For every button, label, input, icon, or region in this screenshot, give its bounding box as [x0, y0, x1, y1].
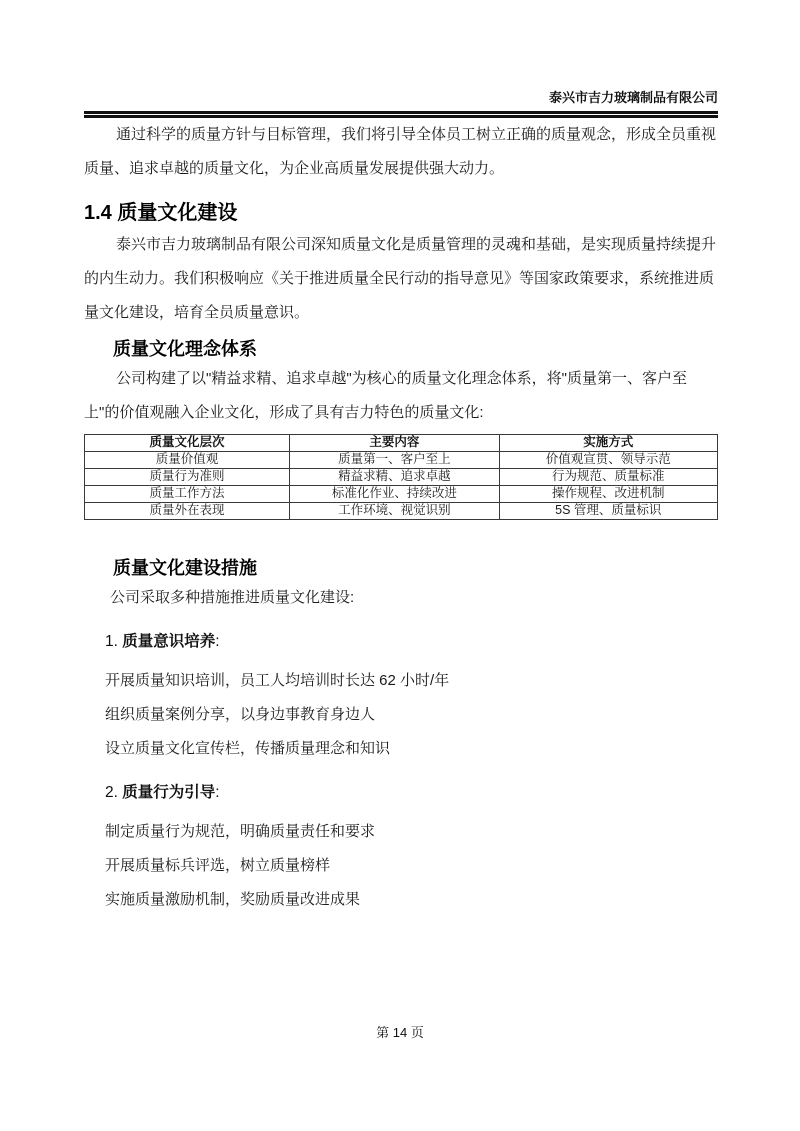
table-cell: 行为规范、质量标准 — [499, 468, 717, 485]
table-header-cell: 质量文化层次 — [85, 434, 290, 451]
table-cell: 标准化作业、持续改进 — [290, 485, 500, 502]
measure-item-colon: : — [215, 632, 220, 650]
measure-points-1 — [84, 664, 718, 766]
subsection-heading-concept: 质量文化理念体系 — [113, 338, 257, 359]
table-header-cell: 主要内容 — [290, 434, 500, 451]
table-row — [85, 451, 718, 468]
concept-table — [84, 434, 718, 520]
table-cell: 价值观宣贯、领导示范 — [499, 451, 717, 468]
company-name: 泰兴市吉力玻璃制品有限公司 — [548, 90, 718, 105]
section-lead-paragraph: 泰兴市吉力玻璃制品有限公司深知质量文化是质量管理的灵魂和基础，是实现质量持续提升的内生动力。我们积极响应《关于推进质量全民行动的指导意见》等国家政策要求，系统推进质量文化建设，培育全员质量意识。 — [84, 235, 717, 321]
intro-paragraph: 通过科学的质量方针与目标管理，我们将引导全体员工树立正确的质量观念，形成全员重视质量、追求卓越的质量文化，为企业高质量发展提供强大动力。 — [84, 125, 717, 177]
document-header — [84, 0, 718, 118]
measure-item-heading-1 — [84, 630, 718, 654]
section-heading: 1.4 质量文化建设 — [84, 201, 238, 224]
table-cell: 质量行为准则 — [85, 468, 290, 485]
table-cell: 5S 管理、质量标识 — [499, 502, 717, 519]
table-cell: 质量价值观 — [85, 451, 290, 468]
table-cell: 操作规程、改进机制 — [499, 485, 717, 502]
measure-item-heading-2 — [84, 781, 718, 805]
measure-item-title: 质量行为引导 — [122, 783, 216, 801]
measure-item-number: 1. — [105, 632, 118, 650]
measure-item-number: 2. — [105, 783, 118, 801]
table-header-cell: 实施方式 — [499, 434, 717, 451]
page-footer — [0, 1022, 800, 1041]
concept-paragraph: 公司构建了以"精益求精、追求卓越"为核心的质量文化理念体系，将"质量第一、客户至上"的价值观融入企业文化，形成了具有吉力特色的质量文化: — [84, 369, 687, 421]
table-header-row — [85, 434, 718, 451]
measures-intro-paragraph: 公司采取多种措施推进质量文化建设: — [110, 588, 355, 606]
measure-point: 组织质量案例分享，以身边事教育身边人 — [105, 705, 376, 723]
measure-point: 开展质量知识培训，员工人均培训时长达 62 小时/年 — [105, 671, 450, 689]
table-cell: 质量第一、客户至上 — [290, 451, 500, 468]
measure-point: 开展质量标兵评选，树立质量榜样 — [105, 856, 331, 874]
table-cell: 质量外在表现 — [85, 502, 290, 519]
table-row — [85, 468, 718, 485]
measure-points-2 — [84, 815, 718, 917]
table-cell: 质量工作方法 — [85, 485, 290, 502]
measure-point: 设立质量文化宣传栏，传播质量理念和知识 — [105, 739, 391, 757]
table-row — [85, 502, 718, 519]
subsection-heading-measures: 质量文化建设措施 — [113, 557, 257, 578]
page-number: 第 14 页 — [376, 1025, 424, 1040]
measure-point: 制定质量行为规范，明确质量责任和要求 — [105, 822, 376, 840]
table-row — [85, 485, 718, 502]
measure-point: 实施质量激励机制，奖励质量改进成果 — [105, 890, 361, 908]
measure-item-title: 质量意识培养 — [122, 632, 216, 650]
measure-item-colon: : — [215, 783, 220, 801]
table-cell: 精益求精、追求卓越 — [290, 468, 500, 485]
table-cell: 工作环境、视觉识别 — [290, 502, 500, 519]
